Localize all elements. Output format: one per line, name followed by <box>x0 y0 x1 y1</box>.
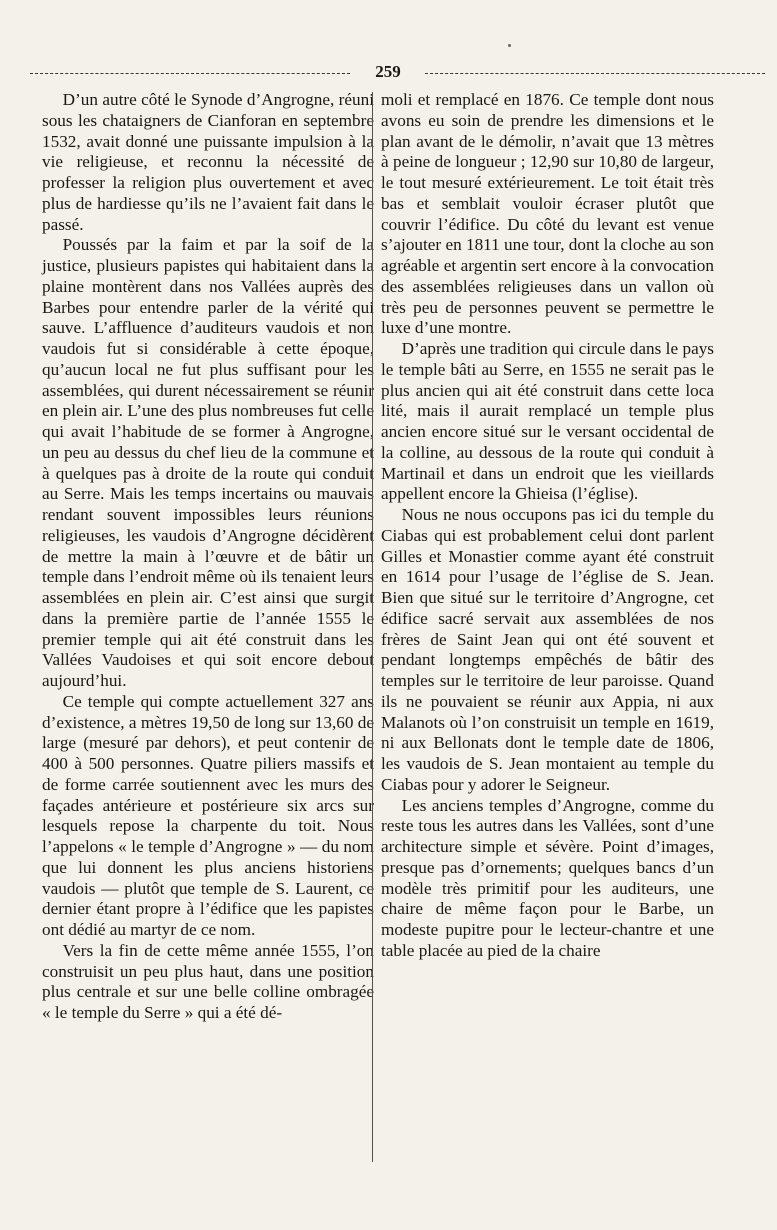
paragraph-temple-angrogne: Ce temple qui compte actuellement 327 ans d’existence, a mètres 19,50 de long sur 13,60 de large (mesuré par dehors), et peut contenir de 400 à 500 personnes. Quatre piliers massifs et de forme carrée soutiennent avec les murs des façades antérieure et postérieure six arcs sur lesquels repose la charpente du toit. Nous l’appelons « le temple d’Angrogne » — du nom que lui donnent les plus anciens historiens vaudois — plutôt que temple de S. Laurent, ce dernier étant propre à l’édifice que les papistes ont dédié au martyr de ce nom. <box>42 691 374 939</box>
paragraph-ciabas: Nous ne nous occupons pas ici du temple du Ciabas qui est probablement celui dont parlent Gilles et Monastier comme ayant été construit en 1614 pour l’usage de l’église de S. Jean. Bien que situé sur le territoire d’Angrogne, cet édifice sacré servait aux assemblées de nos frères de Saint Jean qui ont été souvent et pendant longtemps empêchés de bâtir des temples sur le territoire de leur paroisse. Quand ils ne pouvaient se réunir aux Appia, ni aux Malanots où l’on construisit un temple en 1619, ni aux Bellonats dont le temple date de 1806, les vaudois de S. Jean montaient au temple du Ciabas pour y adorer le Seigneur. <box>381 505 714 794</box>
paragraph-affluence: Poussés par la faim et par la soif de la justice, plusieurs papistes qui habitaient dans la plaine montèrent dans nos Vallées auprès des Barbes pour entendre parler de la vérité qui sauve. L’affluence d’auditeurs vaudois et non vaudois fut si considérable à cette époque, qu’aucun local ne fut plus suffisant pour les assemblées, qui durent nécessairement se réunir en plein air. L’une des plus nombreuses fut celle qui avait l’habitude de se former à Angrogne, un peu au dessus du chef lieu de la commune et à quelques pas à droite de la route qui conduit au Serre. Mais les temps incertains ou mauvais rendant souvent impossibles leurs réunions religieuses, les vaudois d’Angrogne décidèrent de mettre la main à l’œuvre et de bâtir un temple dans l’endroit même où ils tenaient leurs assemblées en plein air. C’est ainsi que surgit dans la première partie de l’année 1555 le premier temple qui ait été construit dans les Vallées Vaudoises et qui soit encore debout aujourd’hui. <box>42 235 374 690</box>
header-rule-right <box>425 73 765 74</box>
paragraph-synode: D’un autre côté le Synode d’Angrogne, réuni sous les chataigners de Cianforan en septembre 1532, avait donné une puissante impulsion à la vie religieuse, et reconnu la nécessité de professer la religion plus ouvertement et avec plus de hardiesse qu’ils ne l’avaient fait dans le passé. <box>42 90 374 234</box>
ink-speck <box>508 44 511 47</box>
page-number: 259 <box>375 62 401 81</box>
paragraph-temple-serre: Vers la fin de cette même année 1555, l’on construisit un peu plus haut, dans une position plus centrale et sur une belle colline ombragée « le temple du Serre » qui a été dé- <box>42 940 374 1022</box>
paragraph-architecture: Les anciens temples d’Angrogne, comme du reste tous les autres dans les Vallées, sont d’une architecture simple et sévère. Point d’images, presque pas d’ornements; quelques bancs d’un modèle très primitif pour les auditeurs, une chaire de même façon pour le Barbe, un modeste pupitre pour le lecteur-chantre et une table placée au pied de la chaire <box>381 795 714 960</box>
paragraph-serre-continued: moli et remplacé en 1876. Ce temple dont nous avons eu soin de prendre les dimensions et le plan avant de le démolir, n’avait que 13 mètres à peine de longueur ; 12,90 sur 10,80 de largeur, le tout mesuré extérieurement. Le toit était très bas et semblait vouloir écraser plutôt que couvrir l’édifice. Du côté du levant est venue s’ajouter en 1811 une tour, dont la cloche au son agréable et argentin sert encore à la convocation des assemblées religieuses dans un vallon où très peu de personnes peuvent se permettre le luxe d’une montre. <box>381 90 714 338</box>
left-column <box>42 90 374 1024</box>
paragraph-tradition: D’après une tradition qui circule dans le pays le temple bâti au Serre, en 1555 ne serait pas le plus ancien qui ait été construit dans cette loca lité, mais il aurait remplacé un temple plus ancien encore situé sur le versant occidental de la colline, au dessous de la route qui conduit à Martinail et dans un endroit que les vieillards appellent encore la Ghieisa (l’église). <box>381 339 714 504</box>
column-divider <box>372 92 373 1162</box>
page-header <box>30 62 765 82</box>
right-column <box>381 90 714 962</box>
header-rule-left <box>30 73 350 74</box>
